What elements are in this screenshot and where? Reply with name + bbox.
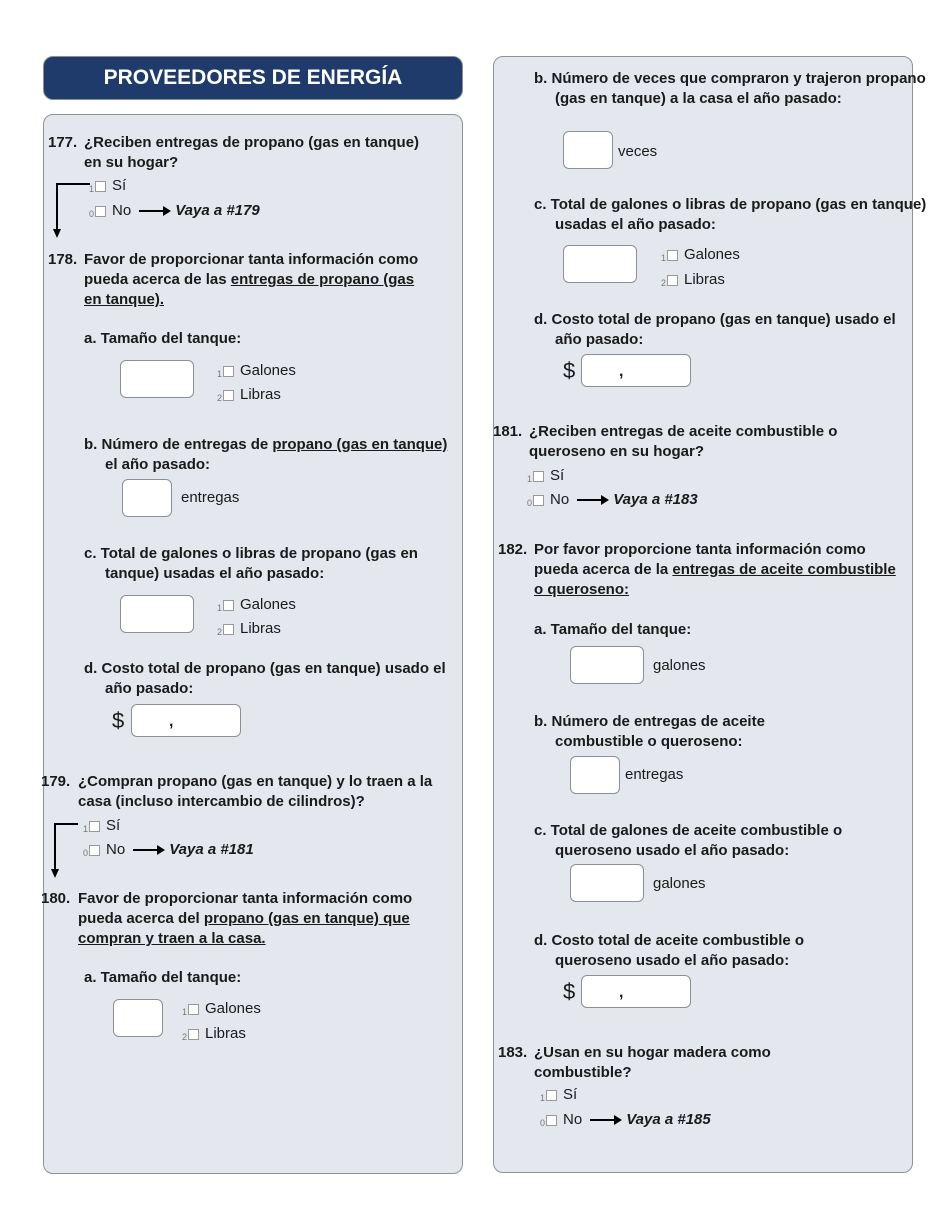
- q182b-input[interactable]: [570, 756, 620, 794]
- checkbox[interactable]: [89, 821, 100, 832]
- q180b-unit: veces: [618, 143, 658, 160]
- label: Galones: [240, 596, 296, 613]
- code: 2: [216, 393, 222, 403]
- code: 0: [526, 498, 532, 508]
- checkbox[interactable]: [533, 471, 544, 482]
- label: No: [563, 1111, 583, 1128]
- checkbox[interactable]: [667, 275, 678, 286]
- text: Por favor proporcione tanta información como pueda acerca de la: [534, 541, 866, 578]
- label: No: [550, 491, 570, 508]
- q180-text: [78, 889, 418, 949]
- checkbox[interactable]: [223, 600, 234, 611]
- arrow-right-icon: [577, 499, 607, 501]
- comma: ,: [619, 363, 624, 380]
- q178d-dollar: $: [112, 708, 125, 733]
- text: b. Número de entregas de: [84, 436, 273, 453]
- q182d-dollar: $: [563, 979, 576, 1004]
- q183-no[interactable]: [537, 1111, 711, 1129]
- skip-line: [54, 823, 78, 825]
- underlined-text: entregas de aceite combustible o queroseno:: [534, 561, 896, 598]
- q182a-input[interactable]: [570, 646, 644, 684]
- text: el año pasado:: [105, 456, 211, 473]
- label: Sí: [106, 817, 121, 834]
- q180d-label: d. Costo total de propano (gas en tanque) usado el año pasado:: [534, 311, 896, 348]
- q183-number: 183.: [498, 1044, 528, 1061]
- q178c-pounds[interactable]: [214, 620, 281, 638]
- code: 0: [82, 848, 88, 858]
- q178c-gallons[interactable]: [214, 596, 296, 614]
- q182d-label: d. Costo total de aceite combustible o queroseno usado el año pasado:: [534, 932, 805, 969]
- code: 0: [88, 209, 94, 219]
- checkbox[interactable]: [188, 1029, 199, 1040]
- checkbox[interactable]: [95, 206, 106, 217]
- code: 1: [216, 603, 222, 613]
- skip-line: [54, 823, 56, 870]
- q180a-input[interactable]: [113, 999, 163, 1037]
- q177-text: ¿Reciben entregas de propano (gas en tanque) en su hogar?: [84, 134, 420, 171]
- arrow-right-icon: [133, 849, 163, 851]
- q178-text: [84, 250, 424, 310]
- q182a-unit: galones: [653, 657, 706, 674]
- skip-line: [56, 183, 90, 185]
- arrow-right-icon: [139, 210, 169, 212]
- checkbox[interactable]: [223, 390, 234, 401]
- q178a-input[interactable]: [120, 360, 194, 398]
- goto: Vaya a #179: [175, 202, 260, 219]
- code: 1: [181, 1007, 187, 1017]
- checkbox[interactable]: [95, 181, 106, 192]
- code: 1: [539, 1093, 545, 1103]
- checkbox[interactable]: [546, 1090, 557, 1101]
- q179-number: 179.: [41, 773, 71, 790]
- q177-yes[interactable]: [86, 177, 126, 195]
- q178a-label: a. Tamaño del tanque:: [84, 330, 242, 347]
- code: 0: [539, 1118, 545, 1128]
- label: Libras: [684, 271, 725, 288]
- q178a-pounds[interactable]: [214, 386, 281, 404]
- q178d-label: d. Costo total de propano (gas en tanque) usado el año pasado:: [84, 660, 446, 697]
- q177-number: 177.: [48, 134, 78, 151]
- underlined-text: propano (gas en tanque): [272, 436, 448, 453]
- comma: ,: [169, 713, 174, 730]
- goto: Vaya a #185: [626, 1111, 711, 1128]
- q180a-pounds[interactable]: [179, 1025, 246, 1043]
- label: No: [112, 202, 132, 219]
- q182c-input[interactable]: [570, 864, 644, 902]
- comma: ,: [619, 984, 624, 1001]
- q182c-label: c. Total de galones de aceite combustible o queroseno usado el año pasado:: [534, 822, 843, 859]
- underlined-text: entregas de propano (gas en tanque).: [84, 271, 415, 308]
- checkbox[interactable]: [223, 624, 234, 635]
- code: 1: [660, 253, 666, 263]
- skip-arrow-icon: [51, 869, 59, 878]
- q180a-label: a. Tamaño del tanque:: [84, 969, 242, 986]
- q181-text: ¿Reciben entregas de aceite combustible o queroseno en su hogar?: [529, 423, 838, 460]
- label: No: [106, 841, 126, 858]
- label: Libras: [240, 620, 281, 637]
- label: Galones: [205, 1000, 261, 1017]
- goto: Vaya a #181: [169, 841, 254, 858]
- q179-text: ¿Compran propano (gas en tanque) y lo traen a la casa (incluso intercambio de cilindros)?: [78, 773, 433, 810]
- q182c-unit: galones: [653, 875, 706, 892]
- q180d-dollar: $: [563, 358, 576, 383]
- q178b-unit: entregas: [181, 489, 240, 506]
- q178b-label: [84, 435, 457, 475]
- checkbox[interactable]: [546, 1115, 557, 1126]
- q182d-input[interactable]: [581, 975, 691, 1008]
- checkbox[interactable]: [188, 1004, 199, 1015]
- q182b-unit: entregas: [625, 766, 684, 783]
- code: 1: [88, 184, 94, 194]
- code: 1: [526, 474, 532, 484]
- label: Libras: [240, 386, 281, 403]
- code: 2: [181, 1032, 187, 1042]
- q181-number: 181.: [493, 423, 523, 440]
- underlined-text: propano (gas en tanque) que compran y traen a la casa.: [78, 910, 410, 947]
- q180-number: 180.: [41, 890, 71, 907]
- section-title: PROVEEDORES DE ENERGÍA: [43, 56, 463, 100]
- code: 1: [216, 369, 222, 379]
- q178c-label: c. Total de galones o libras de propano (gas en tanque) usadas el año pasado:: [84, 545, 418, 582]
- arrow-right-icon: [590, 1119, 620, 1121]
- label: Sí: [563, 1086, 578, 1103]
- q180d-input[interactable]: [581, 354, 691, 387]
- q183-yes[interactable]: [537, 1086, 577, 1104]
- q182a-label: a. Tamaño del tanque:: [534, 621, 692, 638]
- skip-arrow-icon: [53, 229, 61, 238]
- code: 2: [216, 627, 222, 637]
- goto: Vaya a #183: [613, 491, 698, 508]
- label: Galones: [684, 246, 740, 263]
- q182-number: 182.: [498, 541, 528, 558]
- label: Sí: [112, 177, 127, 194]
- label: Galones: [240, 362, 296, 379]
- q177-no[interactable]: [86, 202, 260, 220]
- q179-no[interactable]: [80, 841, 254, 859]
- q182b-label: b. Número de entregas de aceite combustible o queroseno:: [534, 713, 765, 750]
- checkbox[interactable]: [667, 250, 678, 261]
- q181-yes[interactable]: [524, 467, 564, 485]
- q180c-gallons[interactable]: [658, 246, 740, 264]
- checkbox[interactable]: [533, 495, 544, 506]
- q178a-gallons[interactable]: [214, 362, 296, 380]
- checkbox[interactable]: [223, 366, 234, 377]
- q183-text: ¿Usan en su hogar madera como combustible?: [534, 1044, 771, 1081]
- q180c-input[interactable]: [563, 245, 637, 283]
- label: Libras: [205, 1025, 246, 1042]
- q180c-label: c. Total de galones o libras de propano (gas en tanque) usadas el año pasado:: [534, 196, 927, 233]
- q178b-input[interactable]: [122, 479, 172, 517]
- q178c-input[interactable]: [120, 595, 194, 633]
- code: 1: [82, 824, 88, 834]
- q178-number: 178.: [48, 251, 78, 268]
- text: Favor de proporcionar tanta información como pueda acerca del: [78, 890, 413, 927]
- q181-no[interactable]: [524, 491, 698, 509]
- label: Sí: [550, 467, 565, 484]
- q180a-gallons[interactable]: [179, 1000, 261, 1018]
- text: Favor de proporcionar tanta información como pueda acerca de las: [84, 251, 419, 288]
- q182-text: [534, 540, 900, 600]
- checkbox[interactable]: [89, 845, 100, 856]
- q180b-label: b. Número de veces que compraron y trajeron propano (gas en tanque) a la casa el año pasado:: [534, 70, 926, 107]
- q180c-pounds[interactable]: [658, 271, 725, 289]
- q178d-input[interactable]: [131, 704, 241, 737]
- q180b-input[interactable]: [563, 131, 613, 169]
- skip-line: [56, 183, 58, 230]
- q179-yes[interactable]: [80, 817, 120, 835]
- code: 2: [660, 278, 666, 288]
